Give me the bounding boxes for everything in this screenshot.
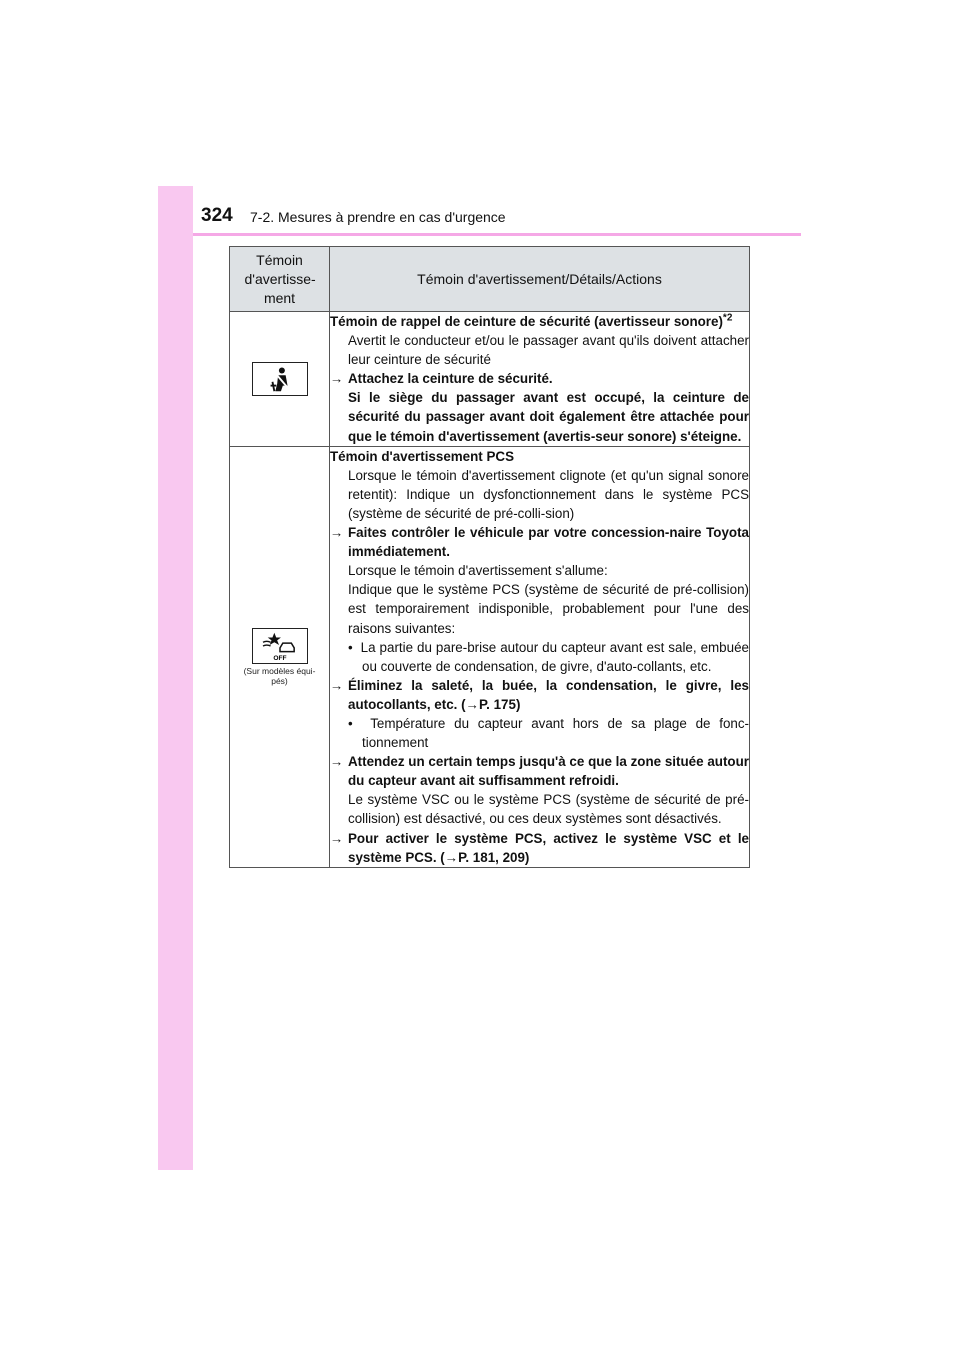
row-paragraph: Lorsque le témoin d'avertissement clignote (et qu'un signal sonore retentit): Indique un dysfonctionnement dans le système PCS (système de sécurité de pré-colli-sion): [348, 467, 749, 521]
arrow-icon: →: [330, 830, 344, 846]
row-action: → Attendez un certain temps jusqu'à ce que la zone située autour du capteur avant ait suffisamment refroidi.: [330, 754, 749, 789]
row-action: → Éliminez la saleté, la buée, la condensation, le givre, les autocollants, etc. (→P. 175): [330, 677, 749, 712]
row-action: → Attachez la ceinture de sécurité.: [330, 369, 749, 388]
bullet-item: • Température du capteur avant hors de sa plage de fonc-tionnement: [348, 715, 749, 751]
side-tab-band: [158, 186, 193, 1170]
pcs-off-icon: [252, 628, 308, 664]
icon-cell: [230, 312, 330, 447]
page-number: 324: [201, 205, 233, 226]
details-cell: [330, 312, 750, 447]
row-paragraph: Le système VSC ou le système PCS (système de sécurité de pré-collision) est désactivé, ou ces deux systèmes sont désactivés.: [348, 792, 749, 827]
arrow-icon: →: [330, 525, 344, 541]
table-row: [230, 312, 750, 447]
row-title: Témoin de rappel de ceinture de sécurité (avertisseur sonore)$^{*2}$: [330, 312, 733, 329]
icon-cell: [230, 446, 330, 867]
col-header-light: Témoin d'avertisse-ment: [230, 247, 330, 312]
details-cell: [330, 446, 750, 867]
table-row: [230, 446, 750, 867]
seatbelt-reminder-icon: [252, 362, 308, 396]
header-rule: [193, 233, 801, 236]
bullet-item: • La partie du pare-brise autour du capteur avant est sale, embuée ou couverte de condensation, de givre, d'auto-collants, etc.: [348, 639, 749, 674]
table-header-row: [230, 247, 750, 312]
row-action: → Pour activer le système PCS, activez le système VSC et le système PCS. (→P. 181, 209): [330, 830, 749, 865]
warning-lights-table: [229, 246, 750, 868]
arrow-icon: →: [330, 371, 344, 387]
row-action: → Faites contrôler le véhicule par votre concession-naire Toyota immédiatement.: [330, 525, 749, 560]
row-paragraph: Lorsque le témoin d'avertissement s'allume:: [348, 563, 608, 579]
off-label: OFF: [272, 654, 287, 662]
section-title: 7-2. Mesures à prendre en cas d'urgence: [250, 209, 506, 225]
arrow-icon: →: [330, 754, 344, 770]
row-title: Témoin d'avertissement PCS: [330, 448, 515, 464]
row-description: Avertit le conducteur et/ou le passager avant qu'ils doivent attacher leur ceinture de sécurité: [348, 333, 749, 368]
arrow-icon: →: [330, 677, 344, 693]
row-paragraph: Indique que le système PCS (système de sécurité de pré-collision) est temporairement indisponible, probablement pour l'une des raisons suivantes:: [348, 582, 749, 636]
col-header-details: Témoin d'avertissement/Détails/Actions: [330, 247, 750, 312]
row-action-detail: Si le siège du passager avant est occupé, la ceinture de sécurité du passager avant doit également être attachée pour que le témoin d'avertissement (avertis-seur sonore) s'éteigne.: [348, 390, 749, 444]
icon-note: (Sur modèles équi-pés): [243, 665, 316, 686]
